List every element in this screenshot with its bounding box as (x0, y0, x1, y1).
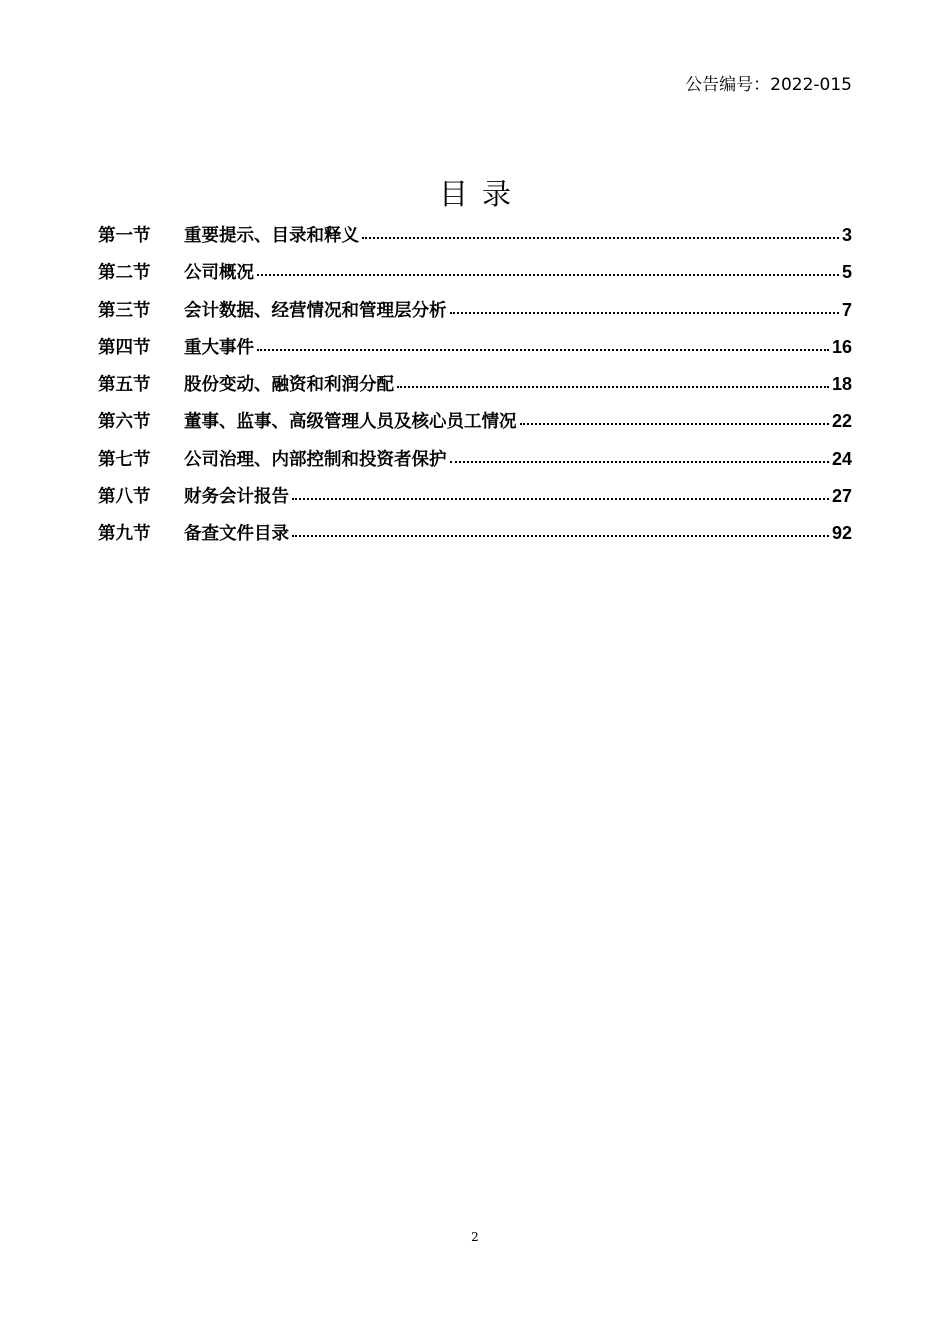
toc-section-number: 第一节 (98, 226, 151, 246)
toc-page-number: 27 (831, 486, 852, 507)
toc-section-number: 第五节 (98, 375, 151, 396)
toc-section-number: 第四节 (98, 337, 151, 358)
toc-entry[interactable] (98, 444, 852, 481)
dot-leader (292, 498, 829, 500)
toc-section-title: 董事、监事、高级管理人员及核心员工情况 (184, 412, 517, 433)
page-number: 2 (471, 1230, 479, 1244)
toc-entry[interactable] (98, 369, 852, 406)
toc-entry[interactable] (98, 518, 852, 555)
toc-entry[interactable] (98, 481, 852, 518)
toc-section-number: 第八节 (98, 487, 151, 508)
toc-page-number: 18 (831, 374, 852, 395)
toc-section-number: 第二节 (98, 263, 151, 284)
dot-leader (292, 535, 829, 537)
toc-entry[interactable] (98, 406, 852, 443)
toc-section-number: 第七节 (98, 449, 151, 470)
toc-section-title: 财务会计报告 (184, 487, 289, 508)
dot-leader (257, 349, 829, 351)
toc-section-title: 股份变动、融资和利润分配 (184, 375, 394, 396)
dot-leader (450, 461, 829, 463)
toc-page-number: 92 (831, 523, 852, 544)
dot-leader (362, 237, 839, 239)
toc-section-number: 第三节 (98, 300, 151, 321)
toc-section-title: 重要提示、目录和释义 (184, 226, 359, 246)
toc-entry[interactable] (98, 295, 852, 332)
toc-page-number: 16 (831, 336, 852, 357)
toc-entry[interactable] (98, 332, 852, 369)
toc-section-number: 第九节 (98, 524, 151, 545)
toc-section-title: 公司治理、内部控制和投资者保护 (184, 449, 447, 470)
toc-page-number: 22 (831, 411, 852, 432)
table-of-contents (98, 220, 852, 556)
toc-section-title: 公司概况 (184, 263, 254, 284)
dot-leader (520, 423, 829, 425)
toc-page-number: 24 (831, 448, 852, 469)
toc-section-title: 重大事件 (184, 337, 254, 358)
toc-section-title: 会计数据、经营情况和管理层分析 (184, 300, 447, 321)
dot-leader (257, 274, 839, 276)
toc-entry[interactable] (98, 220, 852, 257)
dot-leader (397, 386, 829, 388)
toc-entry[interactable] (98, 257, 852, 294)
toc-page-number: 5 (841, 262, 852, 283)
announcement-number: 公告编号：2022-015 (685, 75, 852, 95)
toc-page-number: 7 (841, 299, 852, 320)
toc-section-title: 备查文件目录 (184, 524, 289, 545)
page-title: 目录 (438, 177, 525, 211)
dot-leader (450, 312, 839, 314)
toc-page-number: 3 (841, 225, 852, 245)
toc-section-number: 第六节 (98, 412, 151, 433)
